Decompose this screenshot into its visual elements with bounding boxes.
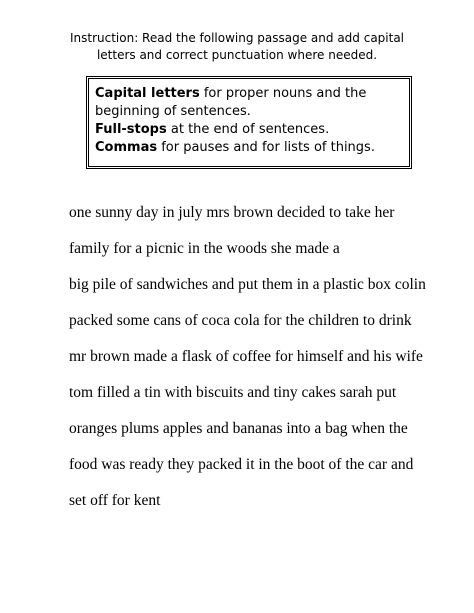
- passage: [69, 204, 469, 528]
- rule-capital-letters: [95, 85, 409, 103]
- instruction-line-1: Instruction: Read the following passage and add capital: [69, 31, 405, 45]
- passage-line: mr brown made a flask of coffee for himself and his wife: [69, 348, 423, 365]
- passage-line: family for a picnic in the woods she made a: [69, 240, 340, 257]
- passage-line: food was ready they packed it in the boot of the car and: [69, 456, 414, 473]
- rule-capital-letters-continued: beginning of sentences.: [95, 104, 251, 119]
- rule-text-full-stops: at the end of sentences.: [166, 122, 330, 137]
- punctuation-rules-box: [86, 76, 412, 169]
- rule-term-commas: Commas: [95, 140, 158, 155]
- rule-text-commas: for pauses and for lists of things.: [157, 140, 375, 155]
- instruction-text: [60, 30, 414, 64]
- passage-line: oranges plums apples and bananas into a bag when the: [69, 420, 408, 437]
- rule-full-stops: [95, 121, 409, 139]
- rule-text-capital-letters: for proper nouns and the: [199, 86, 367, 101]
- passage-line: big pile of sandwiches and put them in a plastic box colin: [69, 276, 426, 293]
- passage-line: packed some cans of coca cola for the children to drink: [69, 312, 412, 329]
- instruction-line-2: letters and correct punctuation where needed.: [96, 48, 378, 62]
- rule-term-full-stops: Full-stops: [95, 122, 167, 137]
- rule-term-capital-letters: Capital letters: [95, 86, 200, 101]
- passage-line: one sunny day in july mrs brown decided to take her: [69, 204, 395, 221]
- passage-line: set off for kent: [69, 492, 161, 509]
- rule-commas: [95, 139, 409, 157]
- passage-line: tom filled a tin with biscuits and tiny cakes sarah put: [69, 384, 397, 401]
